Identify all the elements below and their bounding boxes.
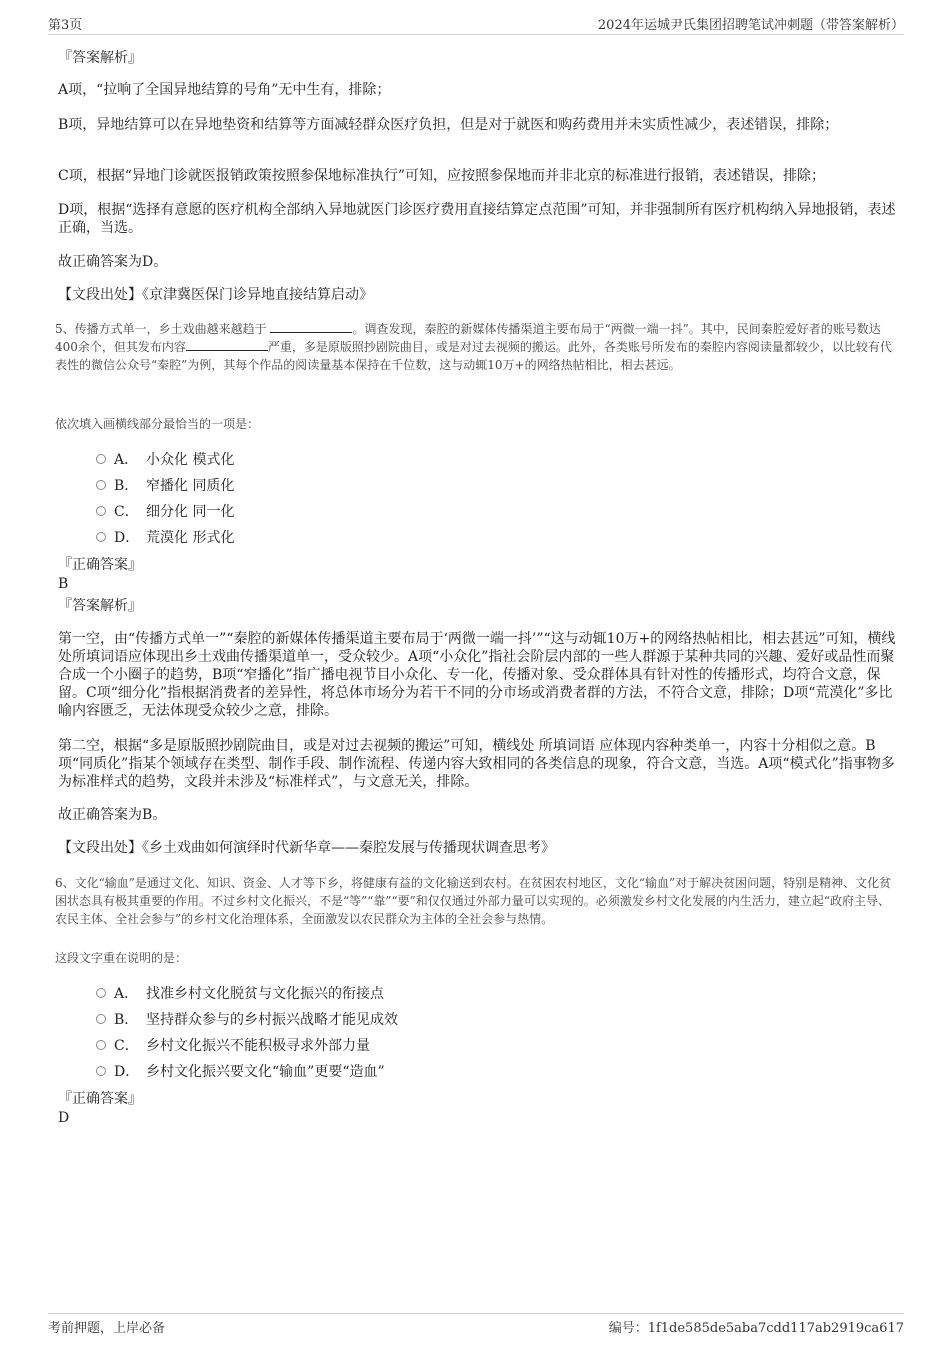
- q5-option-b[interactable]: [96, 477, 234, 495]
- q6-option-c[interactable]: [96, 1037, 370, 1055]
- radio-icon[interactable]: [96, 988, 106, 998]
- option-letter: D．: [114, 530, 140, 546]
- q6-answer: D: [58, 1110, 70, 1126]
- q5-option-d[interactable]: [96, 529, 234, 547]
- document-title: 2024年运城尹氏集团招聘笔试冲刺题（带答案解析）: [597, 18, 904, 33]
- q5-stem-part-3: 严重，多是原版照抄剧院曲目，或是对过去视频的搬运。此外，各类账号所发布的秦腔内容阅读量都较少，以比较有代表性的微信公众号“秦腔”为例，其每个作品的阅读量基本保持在千位数，这与动辄10万+的网络热帖相比，相去甚远。: [55, 340, 892, 372]
- q4-source-title: 《京津冀医保门诊异地直接结算启动》: [142, 287, 373, 303]
- footer-slogan: 考前押题，上岸必备: [48, 1321, 166, 1336]
- q4-source: [58, 286, 898, 304]
- option-letter: C．: [114, 1038, 139, 1054]
- option-text: 找准乡村文化脱贫与文化振兴的衔接点: [146, 986, 384, 1002]
- q6-prompt: 这段文字重在说明的是：: [55, 951, 188, 965]
- q6-option-d[interactable]: [96, 1063, 385, 1081]
- q4-conclusion: 故正确答案为D。: [58, 254, 168, 270]
- option-text: 细分化 同一化: [146, 504, 235, 520]
- page-number: 第3页: [48, 18, 83, 33]
- q5-source-label: 【文段出处】: [58, 840, 142, 856]
- radio-icon[interactable]: [96, 480, 106, 490]
- radio-icon[interactable]: [96, 454, 106, 464]
- option-letter: A．: [114, 452, 139, 468]
- q5-conclusion: 故正确答案为B。: [58, 807, 167, 823]
- q6-stem: 6、文化“输血”是通过文化、知识、资金、人才等下乡，将健康有益的文化输送到农村。在贫困农村地区，文化“输血”对于解决贫困问题，特别是精神、文化贫困状态具有极其重要的作用。不过乡村文化振兴，不是“等”“靠”“要”和仅仅通过外部力量可以实现的。必须激发乡村文化发展的内生活力，建立起“政府主导、农民主体、全社会参与”的乡村文化治理体系，全面激发以农民群众为主体的全社会参与热情。: [55, 876, 892, 926]
- q5-option-a[interactable]: [96, 451, 234, 469]
- option-text: 荒漠化 形式化: [146, 530, 235, 546]
- q5-stem: [55, 320, 897, 374]
- option-text: 坚持群众参与的乡村振兴战略才能见成效: [146, 1012, 398, 1028]
- option-letter: C．: [114, 504, 139, 520]
- option-text: 窄播化 同质化: [146, 478, 235, 494]
- option-text: 乡村文化振兴不能积极寻求外部力量: [146, 1038, 370, 1054]
- radio-icon[interactable]: [96, 506, 106, 516]
- q5-source-title: 《乡土戏曲如何演绎时代新华章——秦腔发展与传播现状调查思考》: [142, 840, 555, 856]
- q5-analysis-para-1: 第一空，由“传播方式单一”“秦腔的新媒体传播渠道主要布局于‘两微一端一抖’”“这与动辄10万+的网络热帖相比，相去甚远”可知，横线处所填词语应体现出乡土戏曲传播渠道单一，受众较少。A项“小众化”指社会阶层内部的一些人群源于某种共同的兴趣、爱好或品性而聚合成一个小圈子的趋势，B项“窄播化”指广播电视节目小众化、专一化，传播对象、受众群体具有针对性的传播形式，均符合文意，保留。C项“细分化”指根据消费者的差异性，将总体市场分为若干不同的分市场或消费者群的方法，不符合文意，排除；D项“荒漠化”多比喻内容匮乏，无法体现受众较少之意，排除。: [58, 631, 896, 719]
- option-letter: B．: [114, 1012, 139, 1028]
- radio-icon[interactable]: [96, 1040, 106, 1050]
- q5-source: [58, 839, 898, 857]
- q6-option-b[interactable]: [96, 1011, 398, 1029]
- option-text: 小众化 模式化: [146, 452, 235, 468]
- q5-stem-part-2: 。调查发现，秦腔的新媒体传播渠道主要布局于“两微一端一抖”。其中，民间秦腔爱好者的账号数达400余个，但其发布内容: [55, 322, 881, 354]
- q5-answer-label: 『正确答案』: [58, 557, 142, 573]
- document-code: 编号：1f1de585de5aba7cdd117ab2919ca617: [608, 1321, 904, 1336]
- q4-analysis-label: 『答案解析』: [58, 50, 142, 66]
- page-footer: [48, 1313, 904, 1334]
- radio-icon[interactable]: [96, 1014, 106, 1024]
- q6-option-a[interactable]: [96, 985, 384, 1003]
- q5-analysis-label: 『答案解析』: [58, 598, 142, 614]
- q5-analysis-para-2: 第二空，根据“多是原版照抄剧院曲目，或是对过去视频的搬运”可知，横线处 所填词语 应体现内容种类单一，内容十分相似之意。B项“同质化”指某个领域存在类型、制作手段、制作流程、传递内容大致相同的各类信息的现象，符合文意，当选。A项“模式化”指事物多为标准样式的趋势，文段并未涉及“标准样式”，与文意无关，排除。: [58, 738, 895, 790]
- option-letter: B．: [114, 478, 139, 494]
- option-letter: A．: [114, 986, 139, 1002]
- radio-icon[interactable]: [96, 1066, 106, 1076]
- q5-option-c[interactable]: [96, 503, 234, 521]
- q4-analysis-item-d: D项，根据“选择有意愿的医疗机构全部纳入异地就医门诊医疗费用直接结算定点范围”可知，并非强制所有医疗机构纳入异地报销，表述正确，当选。: [58, 202, 896, 236]
- radio-icon[interactable]: [96, 532, 106, 542]
- q6-answer-label: 『正确答案』: [58, 1091, 142, 1107]
- q5-prompt: 依次填入画横线部分最恰当的一项是：: [55, 417, 260, 431]
- q4-source-label: 【文段出处】: [58, 287, 142, 303]
- q5-blank-1: [270, 320, 352, 333]
- q5-stem-part-1: 5、传播方式单一，乡土戏曲越来越趋于: [55, 322, 267, 336]
- page-header: [48, 14, 904, 35]
- q4-analysis-item-a: A项，“拉响了全国异地结算的号角”无中生有，排除；: [58, 82, 391, 98]
- option-letter: D．: [114, 1064, 140, 1080]
- option-text: 乡村文化振兴要文化“输血”更要“造血”: [146, 1064, 385, 1080]
- q4-analysis-item-c: C项，根据“异地门诊就医报销政策按照参保地标准执行”可知，应按照参保地而并非北京的标准进行报销，表述错误，排除；: [58, 168, 826, 184]
- q5-blank-2: [186, 338, 268, 351]
- q5-answer: B: [58, 576, 69, 592]
- q4-analysis-item-b: B项，异地结算可以在异地垫资和结算等方面减轻群众医疗负担，但是对于就医和购药费用并未实质性减少，表述错误，排除；: [58, 117, 839, 133]
